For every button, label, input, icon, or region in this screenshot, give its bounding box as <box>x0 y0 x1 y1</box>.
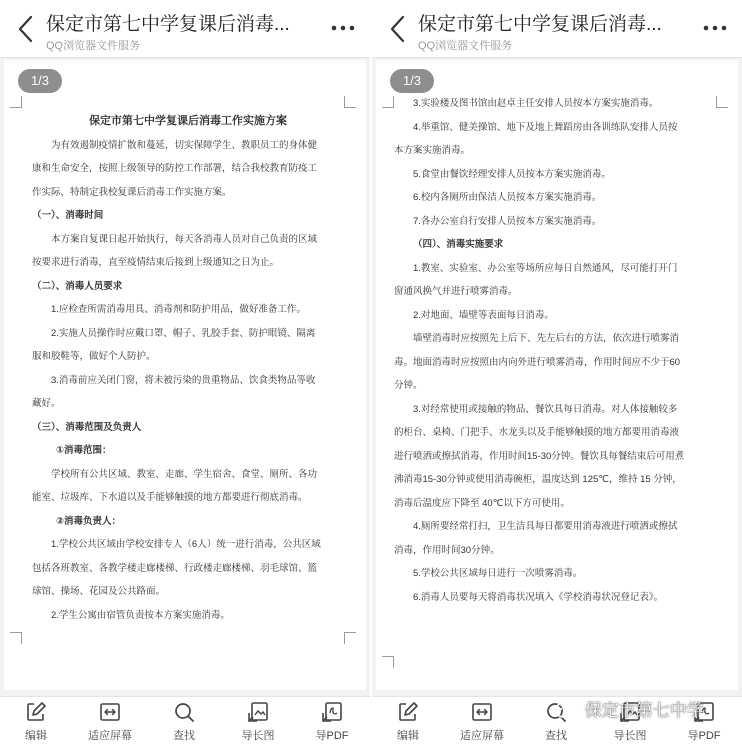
section-heading: （三）、消毒范围及负责人 <box>32 421 142 433</box>
fit-screen-button[interactable] <box>450 701 514 743</box>
crop-mark <box>382 96 394 108</box>
crop-mark <box>10 632 22 644</box>
paragraph-line: 分钟。 <box>394 380 423 391</box>
long-image-label: 导长图 <box>241 730 275 742</box>
paragraph-line: 本方案实施消毒。 <box>394 145 471 156</box>
paragraph-line: 1.教室、实验室、办公室等场所应每日自然通风，尽可能打开门 <box>413 262 678 274</box>
page-indicator: 1/3 <box>18 69 62 93</box>
edit-label: 编辑 <box>397 730 419 742</box>
paragraph-line: 沸消毒15-30分钟或使用消毒碗柜，温度达到 125℃，维持 15 分钟， <box>394 474 682 485</box>
paragraph-line: 3.对经常使用或接触的物品、餐饮具每日消毒。对人体接触较多 <box>413 403 678 415</box>
export-pdf-label: 导PDF <box>687 730 721 742</box>
paragraph-line: 包括各班教室、各教学楼走廊楼梯、行政楼走廊楼梯、羽毛球馆、篮 <box>32 562 318 574</box>
paragraph-line: 的柜台、桌椅、门把手、水龙头以及手能够触摸的地方都要用消毒液 <box>394 427 680 438</box>
section-heading: （四）、消毒实施要求 <box>413 239 504 250</box>
wechat-icon <box>554 701 580 723</box>
document-title: 保定市第七中学复课后消毒... <box>418 14 662 35</box>
paragraph-line: 为有效遏制疫情扩散和蔓延，切实保障学生、教职员工的身体健 <box>51 139 318 151</box>
document-text <box>32 110 344 627</box>
paragraph-line: 4.厕所要经常打扫，卫生洁具每日都要用消毒液进行喷洒或擦拭 <box>413 521 678 532</box>
paragraph-line: 作实际，特制定我校复课后消毒工作实施方案。 <box>32 186 232 198</box>
back-chevron-icon[interactable] <box>14 14 38 44</box>
paragraph-line: 5.学校公共区域每日进行一次喷雾消毒。 <box>413 568 583 579</box>
edit-button[interactable] <box>376 701 440 743</box>
paragraph-line: 1.应检查所需消毒用具、消毒剂和防护用品，做好准备工作。 <box>51 304 306 315</box>
paragraph-line: 1.学校公共区域由学校安排专人（6人）统一进行消毒，公共区域 <box>51 539 321 550</box>
paragraph-line: 消毒后温度应下降至 40℃以下方可使用。 <box>394 497 570 509</box>
paragraph-line: 毒。地面消毒时应按照由内向外进行喷雾消毒，作用时间应不少于60 <box>394 356 681 368</box>
paragraph-line: 3.消毒前应关闭门窗，将未被污染的贵重物品、饮食类物品等收 <box>51 374 316 386</box>
paragraph-line: 3.实验楼及图书馆由赵卓主任安排人员按本方案实施消毒。 <box>413 98 659 109</box>
document-source: QQ浏览器文件服务 <box>46 40 141 52</box>
edit-icon <box>397 701 419 723</box>
document-text <box>394 92 730 609</box>
long-image-icon <box>247 701 269 723</box>
paragraph-line: 消毒，作用时间30分钟。 <box>394 544 500 556</box>
top-bar <box>0 0 370 58</box>
paragraph-line: 2.学生公寓由宿管负责按本方案实施消毒。 <box>51 609 230 621</box>
top-bar <box>372 0 742 58</box>
page-indicator: 1/3 <box>390 69 434 93</box>
search-icon <box>173 701 195 723</box>
right-viewer-panel <box>372 0 742 744</box>
fit-screen-button[interactable] <box>78 701 142 743</box>
fit-screen-label: 适应屏幕 <box>88 730 132 742</box>
export-pdf-label: 导PDF <box>315 730 349 742</box>
crop-mark <box>344 632 356 644</box>
paragraph-line: 学校所有公共区域、教室、走廊、学生宿舍、食堂、厕所、各功 <box>51 468 318 480</box>
subsection-heading: ①消毒范围： <box>56 445 112 456</box>
paragraph-line: 窗通风换气并进行喷雾消毒。 <box>394 286 518 297</box>
bottom-toolbar <box>0 696 370 744</box>
paragraph-line: 6.校内各厕所由保洁人员按本方案实施消毒。 <box>413 192 602 203</box>
subsection-heading: ②消毒负责人： <box>56 515 122 527</box>
watermark <box>554 696 740 722</box>
paragraph-line: 6.消毒人员要每天将消毒状况填入《学校消毒状况登记表》。 <box>413 591 664 603</box>
more-dots-icon[interactable] <box>702 18 728 38</box>
paragraph-line: 2.实施人员操作时应戴口罩、帽子、乳胶手套、防护眼镜、隔离 <box>51 327 316 339</box>
edit-button[interactable] <box>4 701 68 743</box>
section-heading: （二）、消毒人员要求 <box>32 280 123 292</box>
left-viewer-panel <box>0 0 370 744</box>
paragraph-line: 康和生命安全，按照上级领导的防控工作部署，结合我校教育防疫工 <box>32 163 318 174</box>
watermark-text: 保定市第七中学 <box>584 701 704 720</box>
crop-mark <box>382 656 394 668</box>
paragraph-line: 能室、垃圾库、下水道以及手能够触摸的地方都要进行彻底消毒。 <box>32 492 308 503</box>
find-label: 查找 <box>545 730 567 742</box>
long-image-label: 导长图 <box>613 730 647 742</box>
document-page[interactable] <box>376 60 738 690</box>
paragraph-line: 7.各办公室自行安排人员按本方案实施消毒。 <box>413 215 602 227</box>
paragraph-line: 服和胶鞋等，做好个人防护。 <box>32 351 156 362</box>
paragraph-line: 按要求进行消毒，直至疫情结束后接到上级通知之日为止。 <box>32 257 280 268</box>
section-heading: （一）、消毒时间 <box>32 210 104 221</box>
paragraph-line: 藏好。 <box>32 398 61 409</box>
edit-icon <box>25 701 47 723</box>
find-label: 查找 <box>173 730 195 742</box>
document-source: QQ浏览器文件服务 <box>418 40 513 52</box>
document-title: 保定市第七中学复课后消毒... <box>46 14 290 35</box>
doc-heading: 保定市第七中学复课后消毒工作实施方案 <box>89 115 287 127</box>
paragraph-line: 2.对地面、墙壁等表面每日消毒。 <box>413 309 554 321</box>
edit-label: 编辑 <box>25 730 47 742</box>
long-image-button[interactable] <box>226 701 290 743</box>
fit-screen-icon <box>471 701 493 723</box>
paragraph-line: 球馆、操场、花园及公共路面。 <box>32 586 166 597</box>
crop-mark <box>10 96 22 108</box>
paragraph-line: 本方案自复课日起开始执行，每天各消毒人员对自己负责的区域 <box>51 233 318 245</box>
fit-screen-icon <box>99 701 121 723</box>
paragraph-line: 墙壁消毒时应按照先上后下、先左后右的方法，依次进行喷雾消 <box>413 333 680 344</box>
paragraph-line: 5.食堂由餐饮经理安排人员按本方案实施消毒。 <box>413 168 611 180</box>
document-page[interactable] <box>4 60 366 690</box>
find-button[interactable] <box>152 701 216 743</box>
paragraph-line: 4.举重馆、健美操馆、地下及地上舞蹈房由各训练队安排人员按 <box>413 121 678 133</box>
export-pdf-icon <box>321 701 343 723</box>
paragraph-line: 进行喷洒或擦拭消毒，作用时间15-30分钟。餐饮具每餐结束后可用煮 <box>394 450 685 462</box>
export-pdf-button[interactable] <box>300 701 364 743</box>
crop-mark <box>344 96 356 108</box>
fit-screen-label: 适应屏幕 <box>460 730 504 742</box>
more-dots-icon[interactable] <box>330 18 356 38</box>
back-chevron-icon[interactable] <box>386 14 410 44</box>
